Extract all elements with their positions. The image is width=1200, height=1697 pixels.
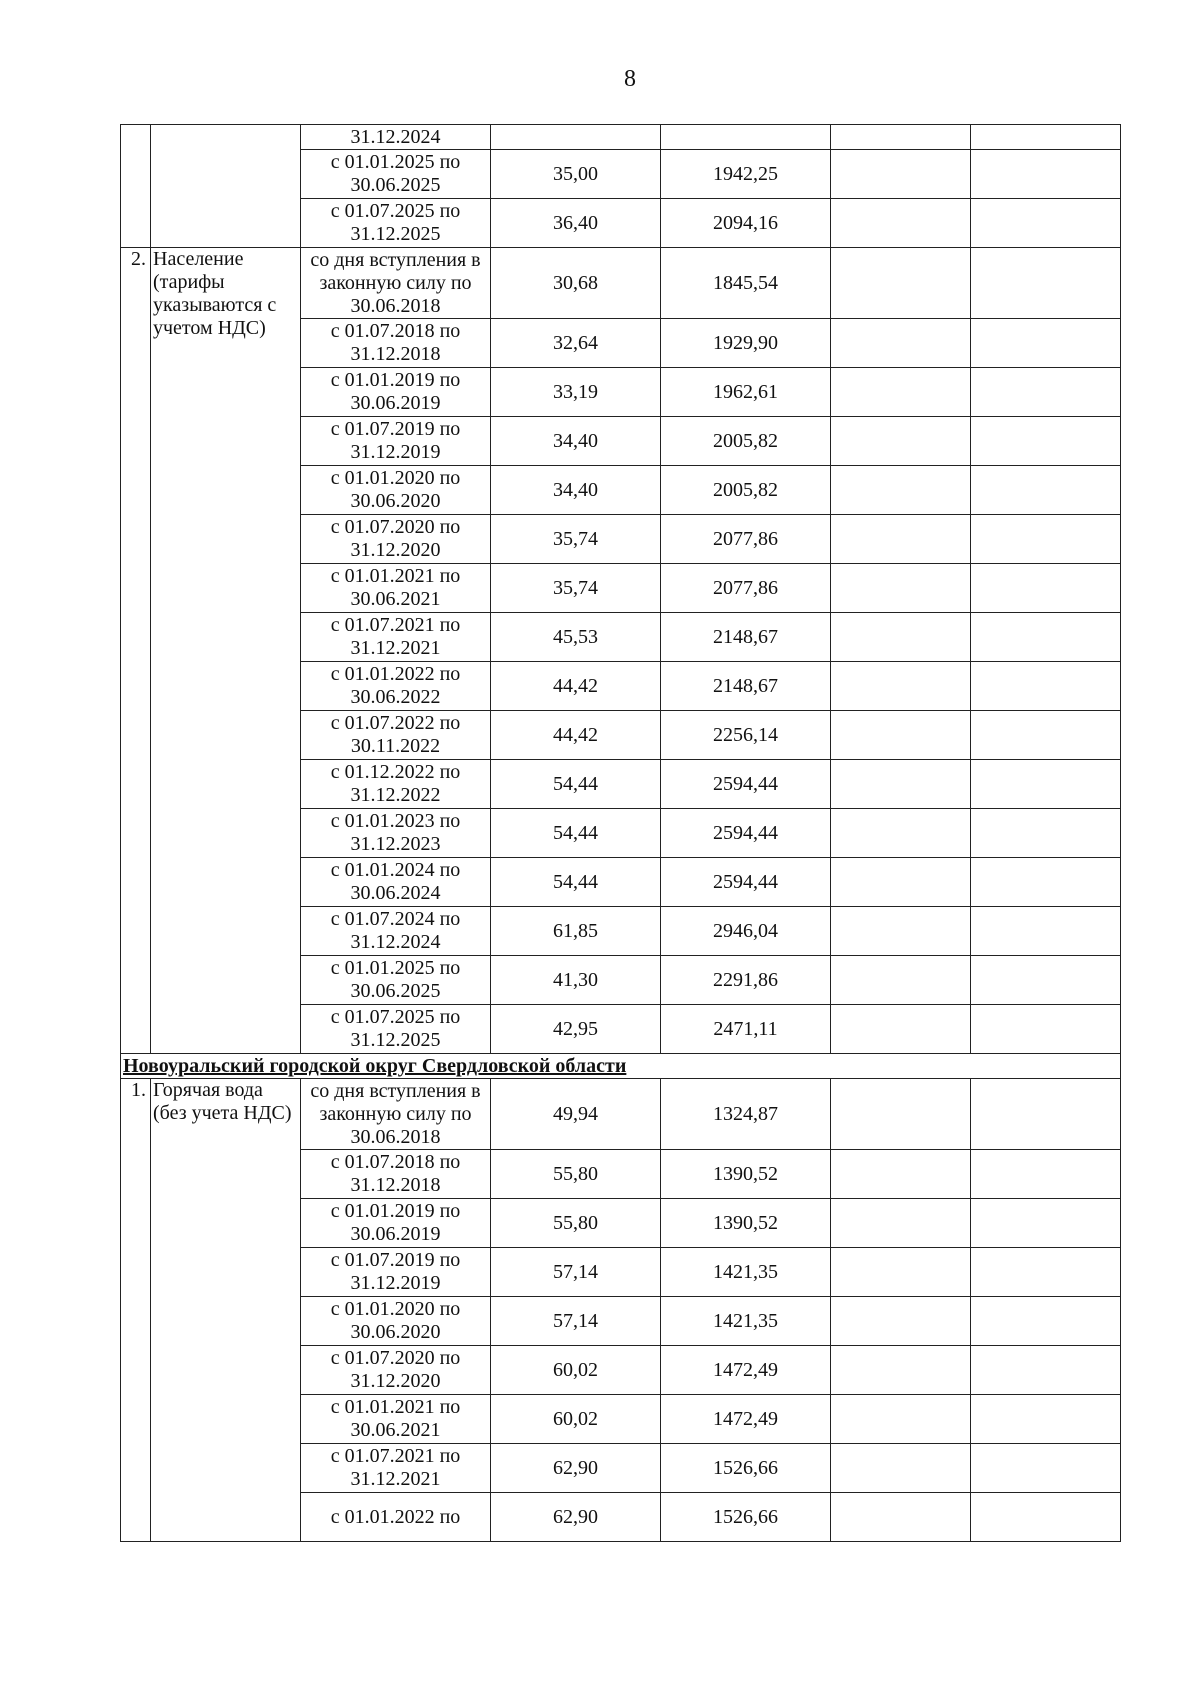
component2-cell: 2148,67 bbox=[661, 613, 831, 662]
empty-cell bbox=[831, 417, 971, 466]
period-cell: 31.12.2024 bbox=[301, 125, 491, 150]
component2-cell: 2594,44 bbox=[661, 809, 831, 858]
period-cell: с 01.01.2024 по 30.06.2024 bbox=[301, 858, 491, 907]
section-row bbox=[121, 1054, 1121, 1079]
component1-cell: 35,74 bbox=[491, 564, 661, 613]
component2-cell: 2005,82 bbox=[661, 466, 831, 515]
component2-cell: 1962,61 bbox=[661, 368, 831, 417]
component2-cell: 1929,90 bbox=[661, 319, 831, 368]
component2-cell: 2471,11 bbox=[661, 1005, 831, 1054]
empty-cell bbox=[971, 1150, 1121, 1199]
group-index: 1. bbox=[121, 1079, 151, 1542]
group-index: 2. bbox=[121, 248, 151, 1054]
empty-cell bbox=[831, 907, 971, 956]
empty-cell bbox=[831, 248, 971, 319]
component1-cell: 32,64 bbox=[491, 319, 661, 368]
component2-cell: 2077,86 bbox=[661, 564, 831, 613]
component1-cell: 62,90 bbox=[491, 1493, 661, 1542]
empty-cell bbox=[971, 760, 1121, 809]
component1-cell: 49,94 bbox=[491, 1079, 661, 1150]
empty-cell bbox=[971, 956, 1121, 1005]
empty-cell bbox=[831, 199, 971, 248]
empty-cell bbox=[971, 368, 1121, 417]
empty-cell bbox=[971, 858, 1121, 907]
component2-cell: 1324,87 bbox=[661, 1079, 831, 1150]
empty-cell bbox=[831, 760, 971, 809]
period-cell: с 01.01.2019 по 30.06.2019 bbox=[301, 1199, 491, 1248]
empty-cell bbox=[971, 1248, 1121, 1297]
component1-cell: 55,80 bbox=[491, 1150, 661, 1199]
component1-cell: 61,85 bbox=[491, 907, 661, 956]
period-cell: с 01.07.2020 по 31.12.2020 bbox=[301, 515, 491, 564]
empty-cell bbox=[971, 1493, 1121, 1542]
component2-cell: 1526,66 bbox=[661, 1444, 831, 1493]
period-cell: с 01.07.2021 по 31.12.2021 bbox=[301, 613, 491, 662]
component1-cell: 60,02 bbox=[491, 1346, 661, 1395]
empty-cell bbox=[971, 1079, 1121, 1150]
empty-cell bbox=[971, 125, 1121, 150]
empty-cell bbox=[831, 368, 971, 417]
period-cell: с 01.12.2022 по 31.12.2022 bbox=[301, 760, 491, 809]
empty-cell bbox=[971, 1346, 1121, 1395]
component2-cell: 2594,44 bbox=[661, 760, 831, 809]
period-cell: с 01.01.2021 по 30.06.2021 bbox=[301, 1395, 491, 1444]
empty-cell bbox=[831, 1444, 971, 1493]
empty-cell bbox=[831, 613, 971, 662]
component2-cell: 1845,54 bbox=[661, 248, 831, 319]
empty-cell bbox=[831, 1005, 971, 1054]
component1-cell: 35,00 bbox=[491, 150, 661, 199]
empty-cell bbox=[831, 711, 971, 760]
component1-cell: 36,40 bbox=[491, 199, 661, 248]
empty-cell bbox=[831, 956, 971, 1005]
empty-cell bbox=[831, 662, 971, 711]
section-title: Новоуральский городской округ Свердловской области bbox=[121, 1054, 1121, 1079]
component2-cell: 1472,49 bbox=[661, 1395, 831, 1444]
consumer-category: Население (тарифы указываются с учетом НДС) bbox=[151, 248, 301, 1054]
empty-cell bbox=[831, 564, 971, 613]
component1-cell: 60,02 bbox=[491, 1395, 661, 1444]
empty-cell bbox=[831, 1493, 971, 1542]
period-cell: с 01.07.2025 по 31.12.2025 bbox=[301, 199, 491, 248]
component2-cell: 2946,04 bbox=[661, 907, 831, 956]
period-cell: с 01.01.2022 по 30.06.2022 bbox=[301, 662, 491, 711]
component1-cell: 57,14 bbox=[491, 1297, 661, 1346]
empty-cell bbox=[971, 613, 1121, 662]
component1-cell: 44,42 bbox=[491, 662, 661, 711]
period-cell: со дня вступления в законную силу по 30.06.2018 bbox=[301, 1079, 491, 1150]
period-cell: с 01.07.2020 по 31.12.2020 bbox=[301, 1346, 491, 1395]
empty-cell bbox=[831, 1150, 971, 1199]
table-row bbox=[121, 248, 1121, 319]
component2-cell: 2594,44 bbox=[661, 858, 831, 907]
empty-cell bbox=[831, 125, 971, 150]
period-cell: с 01.01.2019 по 30.06.2019 bbox=[301, 368, 491, 417]
empty-cell bbox=[971, 809, 1121, 858]
empty-cell bbox=[971, 1395, 1121, 1444]
tariff-table bbox=[120, 124, 1121, 1542]
empty-cell bbox=[831, 515, 971, 564]
empty-cell bbox=[971, 1444, 1121, 1493]
period-cell: с 01.01.2025 по 30.06.2025 bbox=[301, 150, 491, 199]
empty-cell bbox=[831, 1248, 971, 1297]
period-cell: с 01.07.2024 по 31.12.2024 bbox=[301, 907, 491, 956]
component1-cell: 54,44 bbox=[491, 809, 661, 858]
component2-cell: 1390,52 bbox=[661, 1199, 831, 1248]
component1-cell: 41,30 bbox=[491, 956, 661, 1005]
component1-cell: 30,68 bbox=[491, 248, 661, 319]
component1-cell: 33,19 bbox=[491, 368, 661, 417]
period-cell: с 01.01.2020 по 30.06.2020 bbox=[301, 466, 491, 515]
component2-cell: 1942,25 bbox=[661, 150, 831, 199]
empty-cell bbox=[831, 150, 971, 199]
component2-cell: 1472,49 bbox=[661, 1346, 831, 1395]
empty-cell bbox=[971, 515, 1121, 564]
component2-cell: 1390,52 bbox=[661, 1150, 831, 1199]
component1-cell: 54,44 bbox=[491, 760, 661, 809]
empty-cell bbox=[971, 319, 1121, 368]
component1-cell bbox=[491, 125, 661, 150]
empty-cell bbox=[971, 1005, 1121, 1054]
empty-cell bbox=[971, 907, 1121, 956]
component2-cell: 1421,35 bbox=[661, 1297, 831, 1346]
period-cell: со дня вступления в законную силу по 30.06.2018 bbox=[301, 248, 491, 319]
period-cell: с 01.01.2022 по bbox=[301, 1493, 491, 1542]
empty-cell bbox=[831, 809, 971, 858]
empty-cell bbox=[831, 1199, 971, 1248]
consumer-category: Горячая вода (без учета НДС) bbox=[151, 1079, 301, 1542]
period-cell: с 01.07.2019 по 31.12.2019 bbox=[301, 417, 491, 466]
component1-cell: 54,44 bbox=[491, 858, 661, 907]
table-row bbox=[121, 1079, 1121, 1150]
component1-cell: 57,14 bbox=[491, 1248, 661, 1297]
empty-cell bbox=[971, 199, 1121, 248]
empty-cell bbox=[971, 711, 1121, 760]
period-cell: с 01.07.2025 по 31.12.2025 bbox=[301, 1005, 491, 1054]
empty-cell bbox=[831, 858, 971, 907]
empty-cell bbox=[831, 466, 971, 515]
tariff-table-body bbox=[121, 125, 1121, 1542]
period-cell: с 01.01.2021 по 30.06.2021 bbox=[301, 564, 491, 613]
empty-cell bbox=[831, 1346, 971, 1395]
period-cell: с 01.07.2022 по 30.11.2022 bbox=[301, 711, 491, 760]
component2-cell: 2005,82 bbox=[661, 417, 831, 466]
consumer-cell bbox=[151, 125, 301, 248]
empty-cell bbox=[971, 248, 1121, 319]
empty-cell bbox=[971, 417, 1121, 466]
period-cell: с 01.07.2018 по 31.12.2018 bbox=[301, 319, 491, 368]
period-cell: с 01.01.2023 по 31.12.2023 bbox=[301, 809, 491, 858]
component1-cell: 44,42 bbox=[491, 711, 661, 760]
index-cell bbox=[121, 125, 151, 248]
empty-cell bbox=[831, 1297, 971, 1346]
component2-cell: 1526,66 bbox=[661, 1493, 831, 1542]
component1-cell: 62,90 bbox=[491, 1444, 661, 1493]
component1-cell: 34,40 bbox=[491, 466, 661, 515]
component2-cell: 1421,35 bbox=[661, 1248, 831, 1297]
component2-cell: 2094,16 bbox=[661, 199, 831, 248]
empty-cell bbox=[971, 1199, 1121, 1248]
period-cell: с 01.07.2018 по 31.12.2018 bbox=[301, 1150, 491, 1199]
empty-cell bbox=[971, 662, 1121, 711]
component2-cell: 2077,86 bbox=[661, 515, 831, 564]
component2-cell: 2256,14 bbox=[661, 711, 831, 760]
period-cell: с 01.01.2025 по 30.06.2025 bbox=[301, 956, 491, 1005]
component2-cell: 2291,86 bbox=[661, 956, 831, 1005]
empty-cell bbox=[971, 150, 1121, 199]
table-row bbox=[121, 125, 1121, 150]
component1-cell: 55,80 bbox=[491, 1199, 661, 1248]
period-cell: с 01.07.2021 по 31.12.2021 bbox=[301, 1444, 491, 1493]
empty-cell bbox=[831, 1395, 971, 1444]
period-cell: с 01.07.2019 по 31.12.2019 bbox=[301, 1248, 491, 1297]
empty-cell bbox=[971, 564, 1121, 613]
component2-cell: 2148,67 bbox=[661, 662, 831, 711]
empty-cell bbox=[831, 1079, 971, 1150]
empty-cell bbox=[971, 1297, 1121, 1346]
component1-cell: 35,74 bbox=[491, 515, 661, 564]
period-cell: с 01.01.2020 по 30.06.2020 bbox=[301, 1297, 491, 1346]
empty-cell bbox=[971, 466, 1121, 515]
component1-cell: 34,40 bbox=[491, 417, 661, 466]
component1-cell: 42,95 bbox=[491, 1005, 661, 1054]
component2-cell bbox=[661, 125, 831, 150]
page-number: 8 bbox=[624, 66, 636, 92]
component1-cell: 45,53 bbox=[491, 613, 661, 662]
empty-cell bbox=[831, 319, 971, 368]
